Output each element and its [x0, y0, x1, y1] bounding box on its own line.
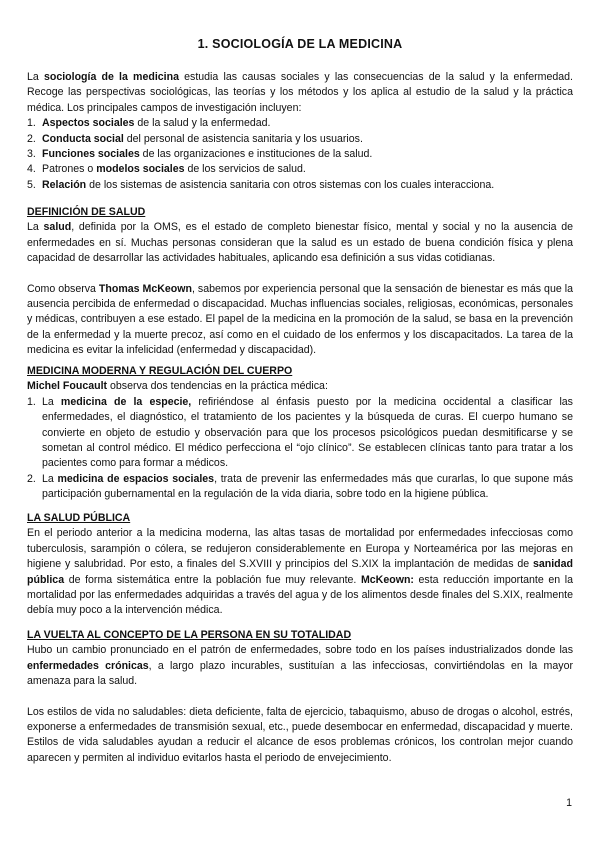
section-heading: LA SALUD PÚBLICA [27, 512, 131, 524]
list-item: 3. Funciones sociales de las organizaciones e instituciones de la salud. [27, 148, 373, 161]
moderna-section [27, 364, 573, 503]
list-item: 5. Relación de los sistemas de asistencia sanitaria con otros sistemas con los cuales interacciona. [27, 178, 495, 191]
section-heading: MEDICINA MODERNA Y REGULACIÓN DEL CUERPO [27, 365, 293, 377]
section-heading: DEFINICIÓN DE SALUD [27, 206, 146, 218]
vuelta-paragraph-2: Los estilos de vida no saludables: dieta deficiente, falta de ejercicio, tabaquismo, abuso de drogas o alcohol, estrés, exponerse a enfermedades de transmisión sexual, etc., puede desembocar en enfermedad, discapacidad y muerte. Estilos de vida saludables ayudan a reducir el alcance de esos problemas crónicos, los controlan mejor cuando aparecen y permiten al individuo evitarlos hasta el periodo de envejecimiento. [27, 705, 573, 764]
vuelta-section [27, 628, 573, 766]
list-item: 2. Conducta social del personal de asistencia sanitaria y los usuarios. [27, 132, 363, 145]
publica-section [27, 511, 573, 619]
list-item: 2. La medicina de espacios sociales, trata de prevenir las enfermedades más que curarlas, lo que supone más participación gubernamental en la regulación de la vida diaria, sobre todo en la higiene pública. [27, 472, 573, 501]
list-item: 1. La medicina de la especie, refiriéndose al énfasis puesto por la medicina occidental a clasificar las enfermedades, el diagnóstico, el tratamiento de los pacientes y la búsqueda de curas. El cuerpo humano se convierte en objeto de estudio y observación para que los procesos psicológicos puedan desmitificarse y se sometan al control médico. El médico perfecciona el “ojo clínico”. Se establecen clínicas tanto para tratar a los pacientes como para formar a médicos. [27, 395, 573, 470]
list-item: 1. Aspectos sociales de la salud y la enfermedad. [27, 117, 271, 130]
vuelta-paragraph-1: Hubo un cambio pronunciado en el patrón de enfermedades, sobre todo en los países industrializados donde las enfermedades crónicas, a largo plazo incurables, sustituían a las infecciosas, convirtiéndolas en la mayor amenaza para la salud. [27, 644, 573, 688]
tendencies-list [27, 395, 573, 503]
salud-paragraph-2: Como observa Thomas McKeown, sabemos por experiencia personal que la sensación de bienestar es más que la ausencia percibida de enfermedad o discapacidad. Muchas influencias sociales, religiosas, económicas, personales y médicas, contribuyen a ese estado. El papel de la medicina en la promoción de la salud, se basa en la prevención de la enfermedad y la muerte precoz, así como en el cuidado de los enfermos y los discapacitados. La tarea de la medicina es evitar la infelicidad (enfermedad y discapacidad). [27, 282, 573, 357]
list-item: 4. Patrones o modelos sociales de los servicios de salud. [27, 163, 306, 176]
intro-section [27, 70, 573, 193]
publica-paragraph: En el periodo anterior a la medicina moderna, las altas tasas de mortalidad por enfermedades infecciosas como tuberculosis, sarampión o cólera, se redujeron considerablemente en Europa y Norteamérica por las mejoras en higiene y salubridad. Por esto, a finales del S.XVIII y principios del S.XIX la implantación de medidas de sanidad pública de forma sistemática entre la población fue muy relevante. McKeown: esta reducción importante en la mortalidad por las enfermedades adquiridas a través del agua y de los alimentos desde finales del S.XIX, realmente debía muy poco a la intervención médica. [27, 527, 573, 617]
intro-paragraph: La sociología de la medicina estudia las causas sociales y las consecuencias de la salud y la enfermedad. Recoge las perspectivas sociológicas, las teorías y los métodos y los aplica al estudio de la salud y la práctica médica. Los principales campos de investigación incluyen: [27, 71, 573, 114]
salud-paragraph-1: La salud, definida por la OMS, es el estado de completo bienestar físico, mental y social y no la ausencia de enfermedades en sí. Muchas personas consideran que la salud es un estado de buena condición física y plena capacidad de desarrollar las actividades habituales, aplicando esa definición a sus vidas cotidianas. [27, 221, 573, 265]
moderna-intro: Michel Foucault observa dos tendencias en la práctica médica: [27, 380, 328, 393]
section-heading: LA VUELTA AL CONCEPTO DE LA PERSONA EN SU TOTALIDAD [27, 629, 352, 641]
salud-section [27, 205, 573, 359]
page-title: 1. SOCIOLOGÍA DE LA MEDICINA [197, 37, 403, 51]
page-number: 1 [566, 797, 572, 809]
research-fields-list [27, 116, 573, 193]
